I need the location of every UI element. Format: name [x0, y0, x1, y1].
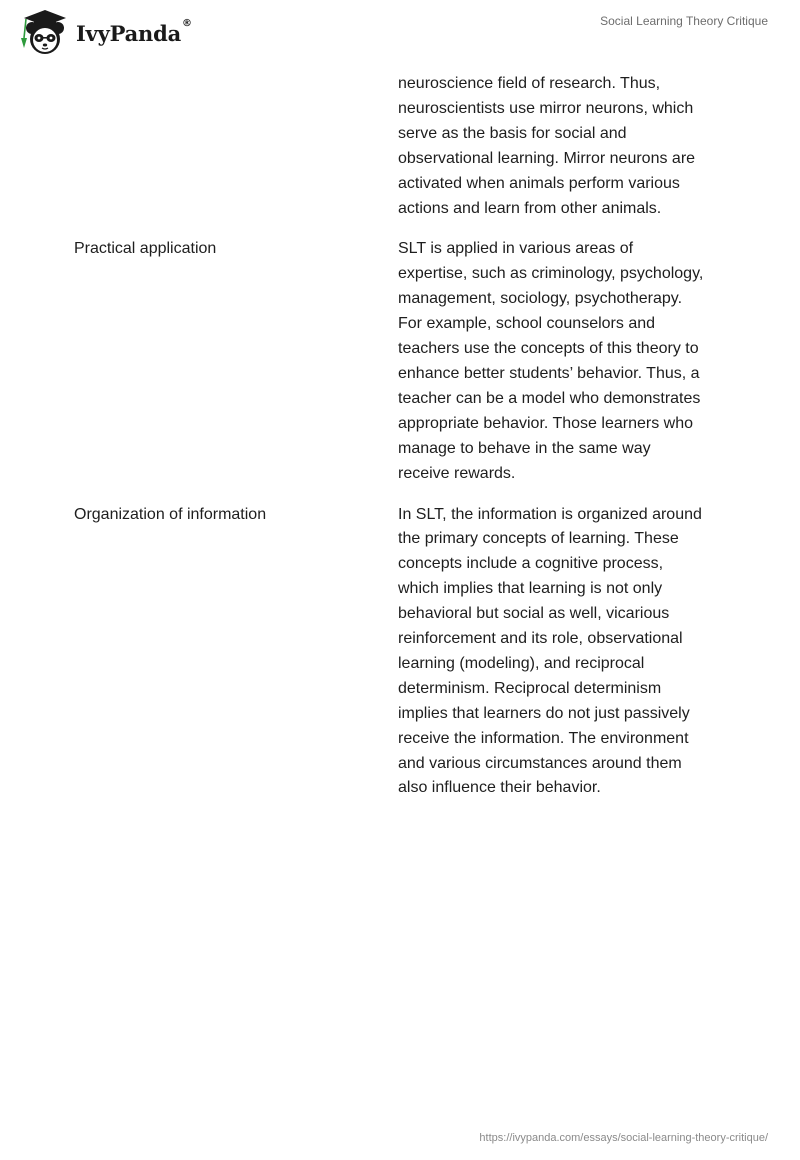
- row-label: Organization of information: [74, 505, 267, 523]
- running-title: Social Learning Theory Critique: [600, 14, 768, 28]
- row-text: neuroscience field of research. Thus, neuroscientists use mirror neurons, which serve as the basis for social and observational learning. Mirror neurons are activated when animals perform various actions and learn from other animals.: [398, 75, 696, 217]
- table-row: [74, 503, 714, 802]
- page-header: [0, 0, 800, 62]
- row-text: In SLT, the information is organized around the primary concepts of learning. These concepts include a cognitive process, which implies that learning is not only behavioral but social as well, vicarious reinforcement and its role, observational learning (modeling), and reciprocal determinism. Reciprocal determinism implies that learners do not just passively receive the information. The environment and various circumstances around them also influence their behavior.: [398, 505, 702, 797]
- panda-graduate-icon: [14, 8, 76, 56]
- row-label: [74, 72, 398, 221]
- registered-mark: ®: [182, 17, 193, 29]
- table-row: [74, 72, 714, 221]
- comparison-table: [74, 72, 714, 817]
- row-label: Practical application: [74, 240, 217, 258]
- source-url[interactable]: https://ivypanda.com/essays/social-learning-theory-critique/: [479, 1132, 768, 1144]
- table-row: [74, 237, 714, 486]
- ivypanda-logo[interactable]: [14, 8, 192, 56]
- brand-name: IvyPanda: [76, 20, 182, 46]
- row-text: SLT is applied in various areas of expertise, such as criminology, psychology, management, sociology, psychotherapy. For example, school counselors and teachers use the concepts of this theory to enhance better students’ behavior. Thus, a teacher can be a model who demonstrates appropriate behavior. Those learners who manage to behave in the same way receive rewards.: [398, 240, 704, 482]
